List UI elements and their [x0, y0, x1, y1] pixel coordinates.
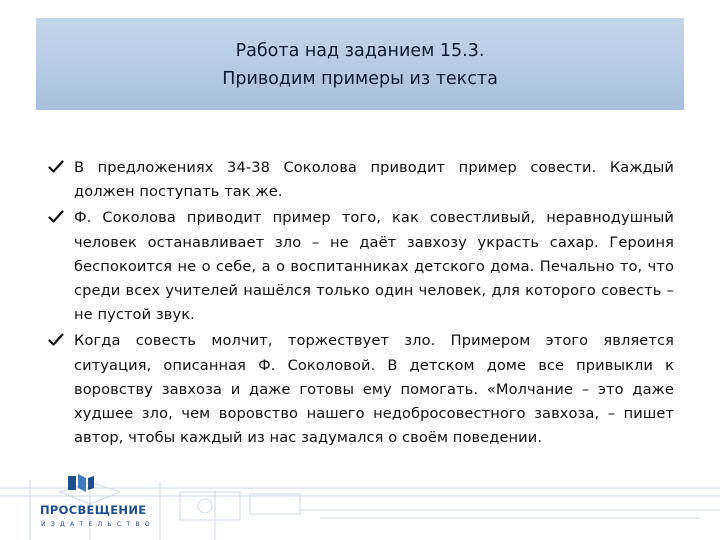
- bullet-text-3: Когда совесть молчит, торжествует зло. Примером этого является ситуация, описанная Ф. Соколовой. В детском доме все привыкли к воровству завхоза и даже готовы ему помогать. «Молчание – это даже худшее зло, чем воровство нашего недобросовестного завхоза, – пишет автор, чтобы каждый из нас задумался о своём поведении.: [74, 332, 674, 447]
- bullet-list: [48, 156, 674, 452]
- bullet-item-1: [48, 156, 674, 204]
- bullet-item-3: [48, 329, 674, 450]
- footer-decoration: [0, 470, 720, 540]
- publisher-logo-text: ПРОСВЕЩЕНИЕ: [40, 503, 147, 517]
- bullet-item-2: [48, 206, 674, 327]
- checkmark-icon: [48, 206, 74, 232]
- publisher-logo-subtext: ИЗДАТЕЛЬСТВО: [41, 521, 155, 528]
- slide-title-line-2: Приводим примеры из текста: [222, 69, 498, 89]
- slide-title-line-1: Работа над заданием 15.3.: [235, 41, 485, 61]
- checkmark-icon: [48, 156, 74, 182]
- bullet-text-2: Ф. Соколова приводит пример того, как совестливый, неравнодушный человек останавливает зло – не даёт завхозу украсть сахар. Героиня беспокоится не о себе, а о воспитанниках детского дома. Печально то, что среди всех учителей нашёлся только один человек, для которого совесть – не пустой звук.: [74, 209, 674, 324]
- bullet-text-1: В предложениях 34-38 Соколова приводит пример совести. Каждый должен поступать так же.: [74, 159, 674, 201]
- checkmark-icon: [48, 329, 74, 355]
- slide-title-bar: [36, 18, 684, 110]
